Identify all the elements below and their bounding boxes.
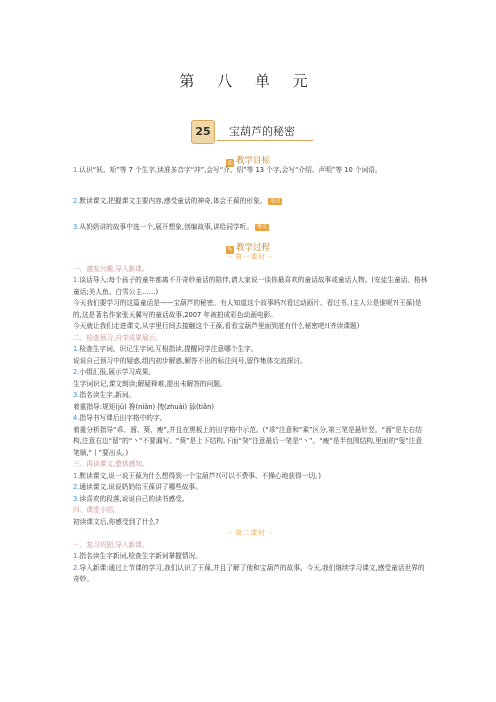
item-number: 2. (73, 483, 80, 491)
goal-item-3-block (73, 222, 428, 234)
item-text: 通读课文,说说奶奶给王葆讲了哪些故事。 (79, 483, 202, 491)
key-point-tag: 重点 (270, 198, 281, 204)
lesson-title-underline (217, 140, 313, 141)
section-5-line (73, 563, 428, 586)
item-text: 导入新课:通过上节课的学习,我们认识了王葆,并且了解了他和宝葫芦的故事。今天,我们继续学习课文,感受童话世界的奇妙。 (73, 563, 425, 583)
section-2-line (73, 344, 428, 356)
section-2-line: 着重指导:规矩(jǔ) 搀(niǎn) 拽(zhuài) 舔(tiǎn) (73, 402, 214, 411)
section-1-line (73, 275, 428, 298)
item-text: 读喜欢的段落,说说自己的读书感受。 (79, 494, 189, 503)
section-1-heading: 一、激发兴趣,导入新课。 (73, 264, 149, 273)
lesson-title: 宝葫芦的秘密 (229, 125, 295, 138)
goal-item-1 (73, 165, 428, 177)
item-text: 谈话导入:每个孩子的童年都离不开奇妙童话的陪伴,请大家说一谈你最喜欢的童话故事或童话人物。(安徒生童话、格林童话;美人鱼、白雪公主……) (73, 276, 428, 296)
section-2-line: 生字词识记,课文朗读;解疑释难,提出未解答的问题。 (73, 379, 227, 388)
goal-text: 认识“妖、矩”等 7 个生字,读准多音字“冲”,会写“介、绍”等 13 个字,会写“介绍、声明”等 10 个词语。 (79, 166, 382, 174)
item-number: 4. (73, 414, 80, 422)
section-1-line: 今天就让我们走进课文,从字里行间去接触这个王葆,看看宝葫芦里面到底有什么秘密吧!(齐读课题) (73, 322, 360, 330)
goal-number: 2. (73, 197, 80, 205)
item-text: 默读课文,说一说王葆为什么想得到一个宝葫芦?(可以不费事、不操心地获得一切。) (79, 471, 321, 480)
goals-heading-text: 教学目标 (235, 156, 270, 166)
item-number: 3. (73, 494, 80, 503)
item-text: 检查生字词。识记生字词,互相指读,提醒同学注意哪个生字。 (79, 345, 258, 353)
section-5-heading: 一、复习巩固,导入新课。 (73, 540, 149, 549)
item-number: 2. (73, 368, 80, 376)
goal-item-3 (73, 222, 428, 234)
section-5-line (73, 551, 428, 563)
item-text: 小组汇报,展示学习成果。 (79, 368, 156, 376)
section-3-heading: 三、再读课文,整体感知。 (73, 460, 149, 468)
goal-text: 从奶奶讲的故事中选一个,展开想象,创编故事,讲给同学听。 (79, 223, 253, 231)
section-3-line (73, 494, 428, 506)
item-number: 3. (73, 391, 80, 399)
section-2-heading: 二、检查预习,自学成果展示。 (73, 333, 163, 342)
pencil-icon: ✎ (227, 246, 233, 253)
lesson-number-badge: 25 (191, 120, 215, 144)
section-3-line (73, 471, 428, 483)
item-text: 指名读生字新词,检查生字新词掌握情况。 (79, 552, 202, 560)
target-icon: ◎ (227, 159, 233, 166)
goal-item-2 (73, 196, 428, 208)
goal-number: 1. (73, 166, 80, 174)
item-number: 1. (73, 471, 80, 480)
goals-list (73, 165, 428, 177)
goal-text: 默读课文,把握课文主要内容,感受童话的神奇,体会王葆的形象。 (79, 197, 267, 205)
section-2-line (73, 390, 428, 402)
item-number: 1. (73, 276, 80, 284)
item-number: 1. (73, 345, 80, 353)
goal-number: 3. (73, 223, 80, 231)
item-number: 2. (73, 563, 80, 572)
lesson-banner (191, 120, 313, 142)
section-4-heading: 四、课堂小结。 (73, 506, 120, 514)
period-2-label: - 第二课时 - (228, 529, 273, 537)
difficulty-tag: 难点 (256, 224, 267, 230)
item-text: 指导书写课后田字格中的字。 (79, 414, 167, 422)
goal-item-2-block (73, 196, 428, 208)
section-1-line: 今天我们要学习的这篇童话是——宝葫芦的秘密。有人知道这个故事吗?(看过动画片、看过书。)主人公是谁呢?(王葆)是的,这是著名作家张天翼写的童话故事,2007 年被拍成彩色动画电影。 (73, 299, 422, 319)
period-1-label: - 第一课时 - (228, 253, 273, 261)
unit-title: 第 八 单 元 (179, 72, 317, 90)
process-period-1 (73, 252, 428, 586)
section-2-line: 着重分析指导“乖、溜、葵、瘦”,并且在黑板上的田字格中示范。(“乖”注意和“乘”区分,第三笔是悬针竖。“溜”是左右结构,注意右边“留”的“丶”不要漏写。“葵”是上下结构,下面“癸”注意最后一笔是“丶”。“瘦”是半包围结构,里面的“叟”注意笔顺,“丨”要出头。) (73, 425, 423, 457)
section-2-line: 说说自己预习中的疑惑,组内初步解惑,解答不出的标注问号,留作集体交流探讨。 (73, 356, 307, 365)
process-heading-text: 教学过程 (235, 243, 270, 253)
section-4-line: 初读课文后,你感受到了什么? (73, 517, 159, 526)
item-number: 1. (73, 552, 80, 560)
section-3-line (73, 482, 428, 494)
section-2-line (73, 367, 428, 379)
item-text: 指名读生字,新词。 (79, 391, 136, 399)
section-2-line (73, 413, 428, 425)
